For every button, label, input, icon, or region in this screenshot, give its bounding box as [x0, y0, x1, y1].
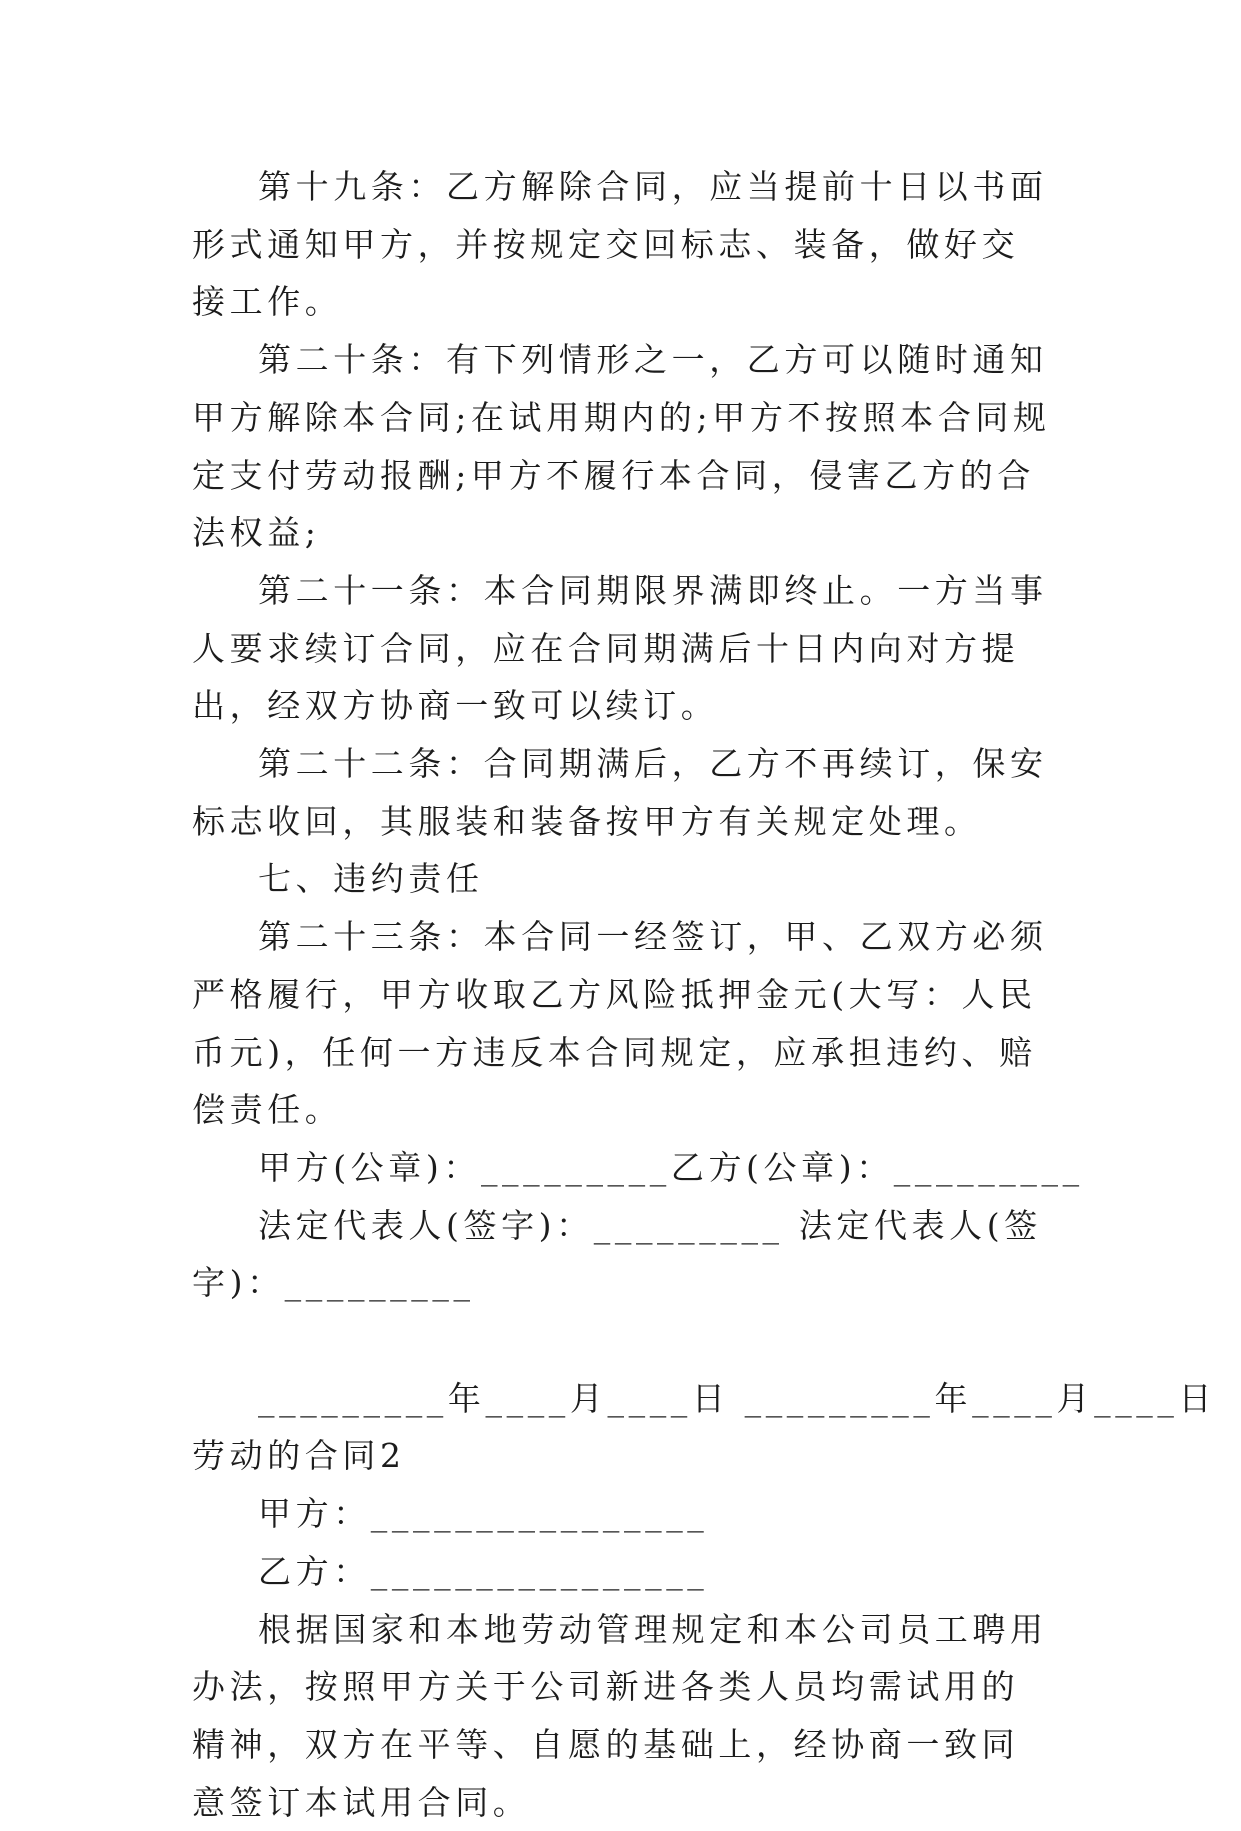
party-a-line: 甲方：________________	[258, 1494, 709, 1534]
date-line: _________年____月____日 _________年____月____日	[258, 1378, 1217, 1418]
blank-line	[192, 1312, 1054, 1370]
section-heading-breach-liability: 七、违约责任	[258, 859, 484, 899]
party-seal-line: 甲方(公章)：_________乙方(公章)：_________	[258, 1147, 1084, 1187]
article-23: 第二十三条：本合同一经签订，甲、乙双方必须严格履行，甲方收取乙方风险抵押金元(大写：人民币元)，任何一方违反本合同规定，应承担违约、赔偿责任。	[192, 917, 1048, 1130]
article-22: 第二十二条：合同期满后，乙方不再续订，保安标志收回，其服装和装备按甲方有关规定处理。	[192, 744, 1048, 841]
article-20: 第二十条：有下列情形之一，乙方可以随时通知甲方解除本合同;在试用期内的;甲方不按照本合同规定支付劳动报酬;甲方不履行本合同，侵害乙方的合法权益;	[192, 340, 1051, 553]
article-19: 第十九条：乙方解除合同，应当提前十日以书面形式通知甲方，并按规定交回标志、装备，做好交接工作。	[192, 167, 1048, 322]
document-body	[192, 158, 1217, 1831]
preamble-paragraph: 根据国家和本地劳动管理规定和本公司员工聘用办法，按照甲方关于公司新进各类人员均需试用的精神，双方在平等、自愿的基础上，经协商一致同意签订本试用合同。	[192, 1609, 1048, 1822]
party-b-line: 乙方：________________	[258, 1551, 709, 1591]
article-21: 第二十一条：本合同期限界满即终止。一方当事人要求续订合同，应在合同期满后十日内向对方提出，经双方协商一致可以续订。	[192, 570, 1048, 726]
legal-representative-signature-line: 法定代表人(签字)：_________ 法定代表人(签字)：_________	[192, 1205, 1042, 1303]
contract-title: 劳动的合同2	[192, 1436, 406, 1476]
